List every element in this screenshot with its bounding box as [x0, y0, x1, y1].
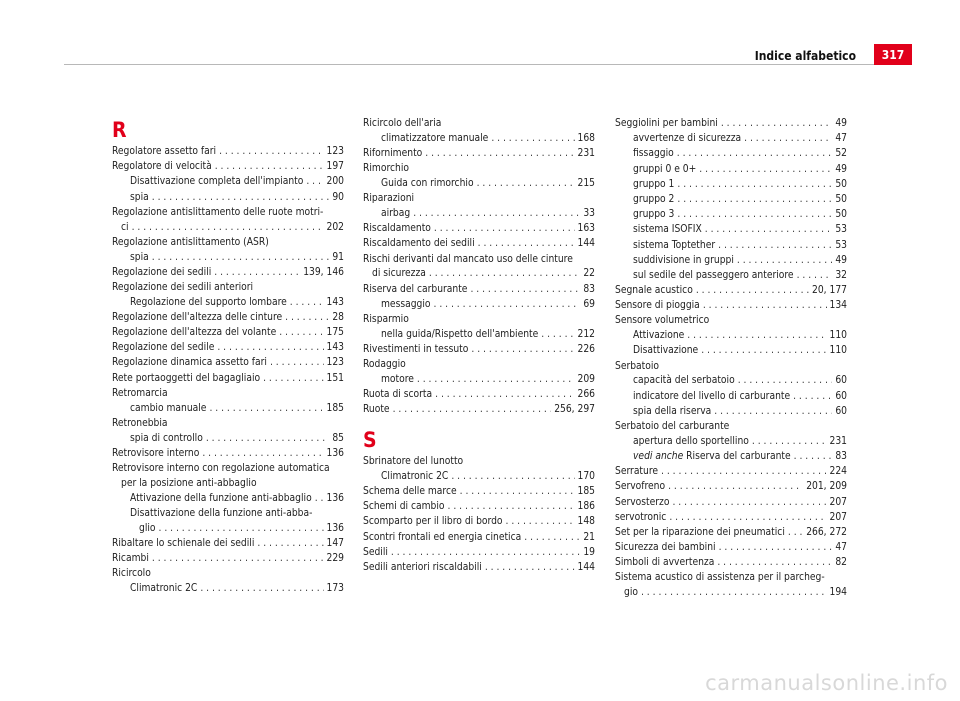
index-subentry: airbag . . . 33 [363, 207, 595, 222]
index-entry: Riscaldamento dei sedili . . . 144 [363, 237, 595, 252]
section-letter-s: S [363, 428, 377, 453]
index-heading: Sistema acustico di assistenza per il parcheg- [615, 572, 825, 584]
index-entry: Scontri frontali ed energia cinetica . . . 21 [363, 531, 595, 546]
index-heading: Rischi derivanti dal mancato uso delle cinture [363, 253, 573, 265]
index-heading: Ricircolo [112, 568, 151, 580]
index-entry: Regolatore assetto fari . . . 123 [112, 145, 344, 160]
index-heading: Retromarcia [112, 387, 168, 399]
index-entry: Simboli di avvertenza . . . 82 [615, 556, 847, 571]
index-subentry: Disattivazione completa dell'impianto . . . 200 [112, 175, 344, 190]
index-subentry: gruppi 0 e 0+ . . . 49 [615, 163, 847, 178]
index-entry: Regolazione dell'altezza delle cinture . . . 28 [112, 311, 344, 326]
index-subentry: spia della riserva . . . 60 [615, 405, 847, 420]
index-subentry: sistema ISOFIX . . . 53 [615, 223, 847, 238]
index-subentry: Attivazione della funzione anti-abbaglio . . . 136 [112, 492, 344, 507]
page-number: 317 [874, 44, 912, 65]
index-subentry: Climatronic 2C . . . 170 [363, 470, 595, 485]
index-entry: Set per la riparazione dei pneumatici . . . 266, 272 [615, 526, 847, 541]
index-subentry-continued: glio . . . 136 [112, 522, 344, 537]
index-heading: Regolazione dei sedili anteriori [112, 281, 254, 293]
page-title: Indice alfabetico [754, 49, 856, 63]
index-subentry: spia . . . 90 [112, 191, 344, 206]
index-subentry: sistema Toptether . . . 53 [615, 239, 847, 254]
index-subentry: messaggio . . . 69 [363, 298, 595, 313]
index-entry: Sicurezza dei bambini . . . 47 [615, 541, 847, 556]
index-entry: servotronic . . . 207 [615, 511, 847, 526]
index-subentry: spia di controllo . . . 85 [112, 432, 344, 447]
index-heading: Rimorchio [363, 163, 409, 175]
index-entry: Ruota di scorta . . . 266 [363, 388, 595, 403]
index-entry: Segnale acustico . . . 20, 177 [615, 284, 847, 299]
index-subentry: avvertenze di sicurezza . . . 47 [615, 132, 847, 147]
index-subheading: Disattivazione della funzione anti-abba- [130, 507, 313, 519]
index-entry: Rete portaoggetti del bagagliaio . . . 151 [112, 372, 344, 387]
index-heading: Sensore volumetrico [615, 315, 710, 327]
index-heading: Regolazione antislittamento delle ruote motri- [112, 206, 324, 218]
index-entry: Sedili . . . 19 [363, 546, 595, 561]
index-heading: Riparazioni [363, 193, 415, 205]
index-column-1 [112, 117, 344, 597]
index-heading: Ricircolo dell'aria [363, 118, 442, 129]
section-letter-r: R [112, 118, 127, 142]
index-entry: Regolazione dei sedili . . . 139, 146 [112, 266, 344, 281]
index-subentry: spia . . . 91 [112, 251, 344, 266]
index-subentry: fissaggio . . . 52 [615, 147, 847, 162]
index-entry: Regolazione dell'altezza del volante . . . 175 [112, 326, 344, 341]
index-subentry: motore . . . 209 [363, 373, 595, 388]
index-entry: Ricambi . . . 229 [112, 552, 344, 567]
index-subentry: Regolazione del supporto lombare . . . 143 [112, 296, 344, 311]
index-subentry: Climatronic 2C . . . 173 [112, 582, 344, 597]
index-column-3 [615, 117, 847, 601]
index-subentry: Guida con rimorchio . . . 215 [363, 177, 595, 192]
index-heading: Regolazione antislittamento (ASR) [112, 236, 269, 248]
index-entry: Servosterzo . . . 207 [615, 496, 847, 511]
index-heading: Serbatoio del carburante [615, 420, 730, 432]
index-subentry: apertura dello sportellino . . . 231 [615, 435, 847, 450]
index-subentry: gruppo 2 . . . 50 [615, 193, 847, 208]
index-entry: Servofreno . . . 201, 209 [615, 480, 847, 495]
index-entry: Seggiolini per bambini . . . 49 [615, 117, 847, 132]
index-subentry: sul sedile del passeggero anteriore . . . 32 [615, 269, 847, 284]
index-subentry: Disattivazione . . . 110 [615, 344, 847, 359]
index-entry: Sensore di pioggia . . . 134 [615, 299, 847, 314]
index-subentry: capacità del serbatoio . . . 60 [615, 374, 847, 389]
index-entry: Schemi di cambio . . . 186 [363, 500, 595, 515]
index-heading: Risparmio [363, 313, 409, 325]
index-subentry: Attivazione . . . 110 [615, 329, 847, 344]
index-entry: Rivestimenti in tessuto . . . 226 [363, 343, 595, 358]
index-entry: Serrature . . . 224 [615, 465, 847, 480]
index-heading: Rodaggio [363, 359, 406, 371]
index-subentry: gruppo 1 . . . 50 [615, 178, 847, 193]
index-subentry: climatizzatore manuale . . . 168 [363, 132, 595, 147]
index-heading: Retrovisore interno con regolazione automatica [112, 462, 330, 474]
index-entry: Riserva del carburante . . . 83 [363, 283, 595, 298]
index-entry: Regolatore di velocità . . . 197 [112, 160, 344, 175]
index-see-also: vedi anche Riserva del carburante . . . 83 [615, 450, 847, 465]
index-entry: Riscaldamento . . . 163 [363, 222, 595, 237]
index-subentry: gruppo 3 . . . 50 [615, 208, 847, 223]
index-entry: Retrovisore interno . . . 136 [112, 447, 344, 462]
index-entry: Ribaltare lo schienale dei sedili . . . 147 [112, 537, 344, 552]
index-entry: Regolazione del sedile . . . 143 [112, 341, 344, 356]
index-entry: Sedili anteriori riscaldabili . . . 144 [363, 561, 595, 576]
index-entry: Ruote . . . 256, 297 [363, 403, 595, 418]
index-heading: Retronebbia [112, 417, 168, 429]
index-entry-continued: ci . . . 202 [112, 221, 344, 236]
index-heading-continued: per la posizione anti-abbaglio [121, 477, 257, 489]
header-rule [64, 64, 912, 65]
index-column-2 [363, 117, 595, 576]
index-subentry: cambio manuale . . . 185 [112, 402, 344, 417]
index-entry-continued: gio . . . 194 [615, 586, 847, 601]
index-entry: Schema delle marce . . . 185 [363, 485, 595, 500]
index-subentry: nella guida/Rispetto dell'ambiente . . . 212 [363, 328, 595, 343]
index-entry: Regolazione dinamica assetto fari . . . 123 [112, 356, 344, 371]
index-subentry: indicatore del livello di carburante . . . 60 [615, 390, 847, 405]
see-also-label: vedi anche [633, 450, 684, 462]
index-entry: Scomparto per il libro di bordo . . . 148 [363, 515, 595, 530]
index-heading: Serbatoio [615, 360, 660, 372]
index-entry-continued: di sicurezza . . . 22 [363, 267, 595, 282]
index-entry: Rifornimento . . . 231 [363, 147, 595, 162]
watermark: carmanualsonline.info [705, 671, 948, 695]
index-heading: Sbrinatore del lunotto [363, 456, 464, 468]
index-subentry: suddivisione in gruppi . . . 49 [615, 254, 847, 269]
